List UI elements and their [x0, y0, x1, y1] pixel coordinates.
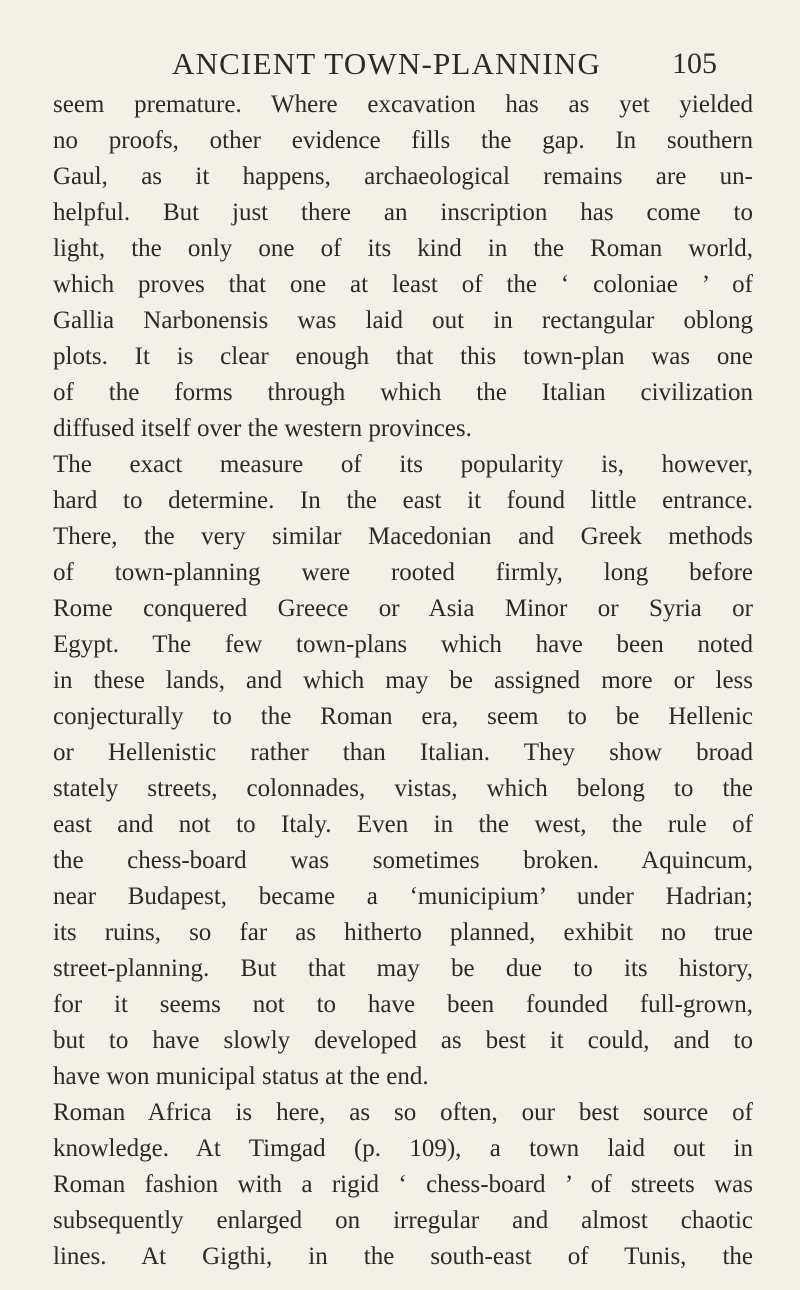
body-text — [53, 87, 753, 1275]
text-line: stately streets, colonnades, vistas, which belong to the — [53, 775, 753, 802]
text-line: its ruins, so far as hitherto planned, exhibit no true — [53, 919, 753, 946]
text-line: of the forms through which the Italian civilization — [53, 379, 753, 406]
text-line: east and not to Italy. Even in the west, the rule of — [53, 811, 753, 838]
text-line: lines. At Gigthi, in the south-east of Tunis, the — [53, 1243, 753, 1270]
text-line: Gallia Narbonensis was laid out in rectangular oblong — [53, 307, 753, 334]
text-line: helpful. But just there an inscription has come to — [53, 199, 753, 226]
text-line: no proofs, other evidence fills the gap. In southern — [53, 127, 753, 154]
text-line: hard to determine. In the east it found little entrance. — [53, 487, 753, 514]
text-line: light, the only one of its kind in the Roman world, — [53, 235, 753, 262]
text-line: Rome conquered Greece or Asia Minor or Syria or — [53, 595, 753, 622]
text-line: near Budapest, became a ‘municipium’ under Hadrian; — [53, 883, 753, 910]
text-line: in these lands, and which may be assigned more or less — [53, 667, 753, 694]
running-head — [0, 44, 800, 84]
running-title: ANCIENT TOWN-PLANNING — [172, 46, 602, 81]
text-line: subsequently enlarged on irregular and almost chaotic — [53, 1207, 753, 1234]
text-line: which proves that one at least of the ‘ coloniae ’ of — [53, 271, 753, 298]
text-line: for it seems not to have been founded full-grown, — [53, 991, 753, 1018]
text-line: Egypt. The few town-plans which have been noted — [53, 631, 753, 658]
text-line: plots. It is clear enough that this town-plan was one — [53, 343, 753, 370]
text-line: of town-planning were rooted firmly, long before — [53, 559, 753, 586]
text-line: diffused itself over the western provinces. — [53, 415, 472, 442]
text-line: but to have slowly developed as best it could, and to — [53, 1027, 753, 1054]
text-line: seem premature. Where excavation has as yet yielded — [53, 91, 753, 118]
text-line: Gaul, as it happens, archaeological remains are un- — [53, 163, 753, 190]
text-line: the chess-board was sometimes broken. Aquincum, — [53, 847, 753, 874]
page-number: 105 — [672, 47, 717, 80]
text-line: or Hellenistic rather than Italian. They show broad — [53, 739, 753, 766]
text-line: Roman fashion with a rigid ‘ chess-board ’ of streets was — [53, 1171, 753, 1198]
text-line: The exact measure of its popularity is, however, — [53, 451, 753, 478]
text-line: conjecturally to the Roman era, seem to be Hellenic — [53, 703, 753, 730]
text-line: street-planning. But that may be due to its history, — [53, 955, 753, 982]
text-line: Roman Africa is here, as so often, our best source of — [53, 1099, 753, 1126]
text-line: knowledge. At Timgad (p. 109), a town laid out in — [53, 1135, 753, 1162]
text-line: have won municipal status at the end. — [53, 1063, 429, 1090]
text-line: There, the very similar Macedonian and Greek methods — [53, 523, 753, 550]
